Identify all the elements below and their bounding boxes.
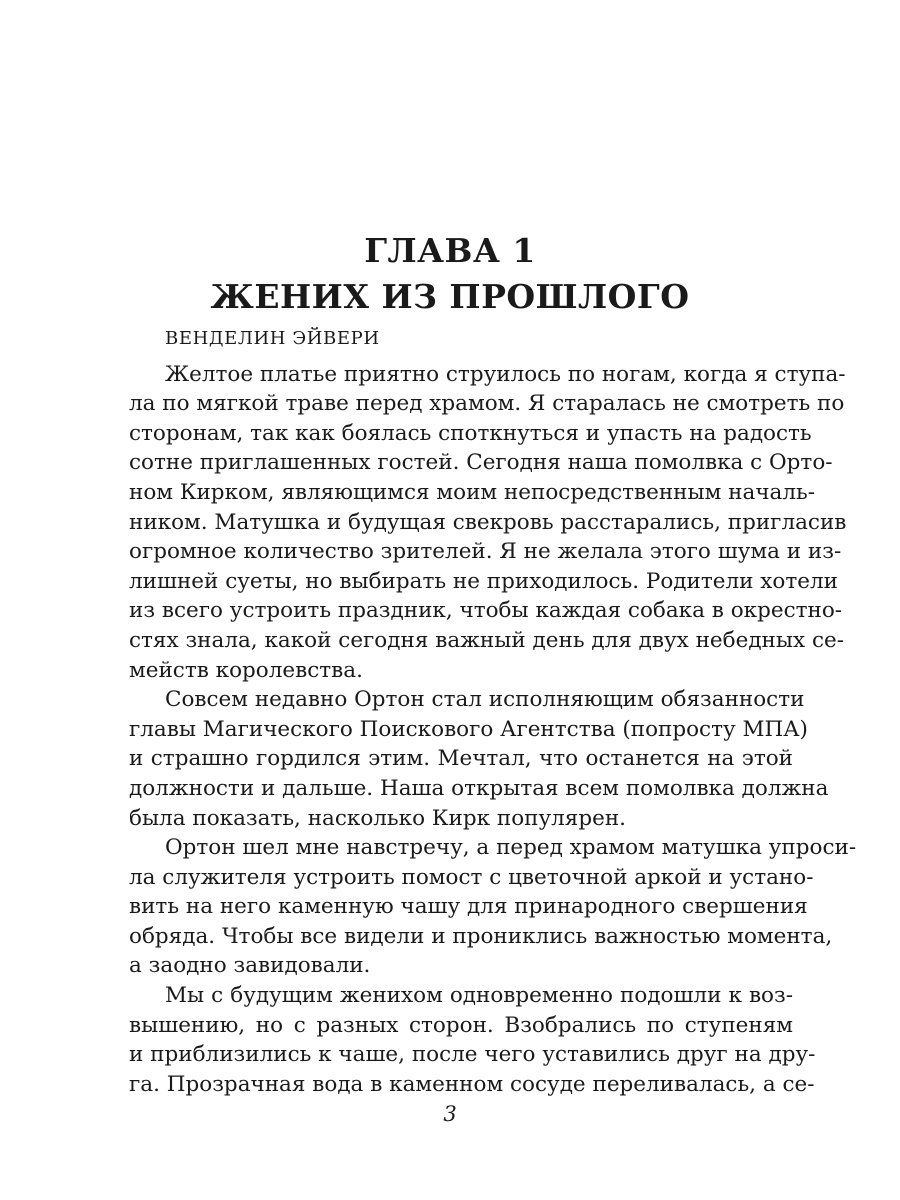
- text-line: вышению, но с разных сторон. Взобрались по ступеням: [129, 1012, 793, 1038]
- text-line: сотне приглашенных гостей. Сегодня наша помолвка с Орто-: [129, 450, 833, 476]
- body-text: [129, 324, 857, 1099]
- text-line: должности и дальше. Наша открытая всем помолвка должна: [129, 775, 829, 801]
- text-line: га. Прозрачная вода в каменном сосуде переливалась, а се-: [129, 1071, 815, 1097]
- paragraph-list: [129, 360, 857, 1100]
- pov-character-name: ВЕНДЕЛИН ЭЙВЕРИ: [165, 328, 380, 349]
- text-line: огромное количество зрителей. Я не желала этого шума и из-: [129, 539, 842, 565]
- text-line: вить на него каменную чашу для принародного свершения: [129, 894, 808, 920]
- text-line: ла по мягкой траве перед храмом. Я старалась не смотреть по: [129, 391, 845, 417]
- paragraph: [129, 981, 816, 1099]
- text-line: ником. Матушка и будущая свекровь расстарались, пригласив: [129, 509, 847, 535]
- chapter-heading: [0, 228, 900, 320]
- chapter-number: ГЛАВА 1: [364, 231, 536, 270]
- text-line: ном Кирком, являющимся моим непосредственным началь-: [129, 479, 815, 505]
- text-line: была показать, насколько Кирк популярен.: [129, 805, 626, 831]
- text-line: главы Магического Поискового Агентства (попросту МПА): [129, 716, 808, 742]
- text-line: из всего устроить праздник, чтобы каждая собака в окрестно-: [129, 598, 843, 624]
- chapter-title: ЖЕНИХ ИЗ ПРОШЛОГО: [210, 277, 690, 316]
- text-line: Мы с будущим женихом одновременно подошли к воз-: [165, 983, 793, 1009]
- text-line: ла служителя устроить помост с цветочной аркой и устано-: [129, 864, 814, 890]
- text-line: Совсем недавно Ортон стал исполняющим обязанности: [165, 687, 805, 713]
- text-line: сторонам, так как боялась споткнуться и упасть на радость: [129, 420, 812, 446]
- text-line: мейств королевства.: [129, 657, 363, 683]
- text-line: Желтое платье приятно струилось по ногам, когда я ступа-: [165, 361, 846, 387]
- text-line: и страшно гордился этим. Мечтал, что останется на этой: [129, 746, 793, 772]
- page-number: 3: [443, 1102, 457, 1126]
- text-line: и приблизились к чаше, после чего уставились друг на дру-: [129, 1042, 816, 1068]
- paragraph: [129, 685, 829, 833]
- paragraph: [129, 360, 847, 686]
- text-line: Ортон шел мне навстречу, а перед храмом матушка упроси-: [165, 835, 857, 861]
- text-line: обряда. Чтобы все видели и прониклись важностью момента,: [129, 923, 833, 949]
- text-line: а заодно завидовали.: [129, 953, 371, 979]
- text-line: стях знала, какой сегодня важный день для двух небедных се-: [129, 627, 844, 653]
- paragraph: [129, 833, 857, 981]
- text-line: лишней суеты, но выбирать не приходилось. Родители хотели: [129, 568, 838, 594]
